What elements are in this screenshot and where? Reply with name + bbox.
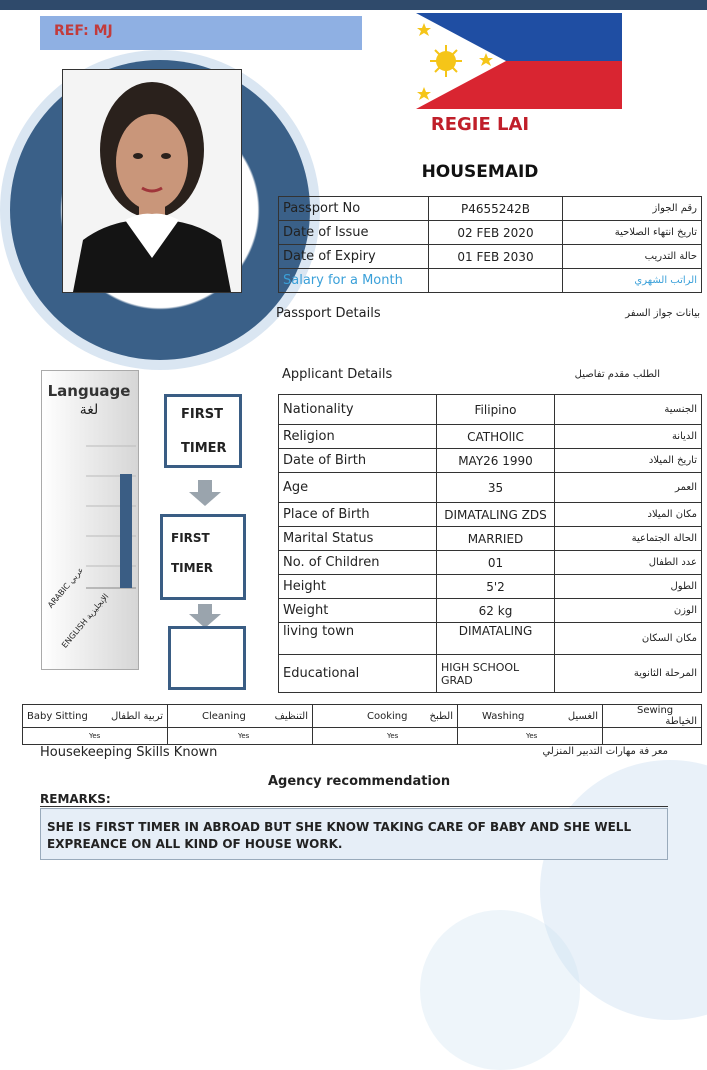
salary-arabic: الراتب الشهري <box>563 269 702 293</box>
applicant-name: REGIE LAI <box>430 114 530 135</box>
educational-arabic: المرحلة الثانوية <box>555 655 702 693</box>
date-of-issue-arabic: تاريخ انتهاء الصلاحية <box>563 221 702 245</box>
dob-value: MAY26 1990 <box>437 449 555 473</box>
table-row <box>279 197 702 221</box>
date-of-expiry-value: 01 FEB 2030 <box>429 245 563 269</box>
place-of-birth-label: Place of Birth <box>279 503 437 527</box>
salary-label: Salary for a Month <box>279 269 429 293</box>
age-value: 35 <box>437 473 555 503</box>
date-of-issue-label: Date of Issue <box>279 221 429 245</box>
passport-no-value: P4655242B <box>429 197 563 221</box>
experience-box-1 <box>164 394 242 468</box>
table-row <box>279 551 702 575</box>
applicant-table <box>278 394 702 693</box>
living-town-arabic: مكان السكان <box>555 623 702 655</box>
dob-label: Date of Birth <box>279 449 437 473</box>
table-row <box>279 623 702 655</box>
skill-value <box>603 728 702 745</box>
table-row <box>279 395 702 425</box>
skill-header <box>458 705 603 728</box>
skill-name-arabic: الغسيل <box>567 710 598 722</box>
arabic-language-label: ARABIC عربي <box>46 565 86 610</box>
educational-value: HIGH SCHOOL GRAD <box>437 655 555 693</box>
table-row <box>279 425 702 449</box>
table-row <box>279 655 702 693</box>
experience-line: FIRST <box>171 531 210 545</box>
table-row <box>279 221 702 245</box>
date-of-issue-value: 02 FEB 2020 <box>429 221 563 245</box>
skill-header <box>23 705 168 728</box>
nationality-arabic: الجنسية <box>555 395 702 425</box>
english-bar <box>120 474 132 588</box>
salary-value <box>429 269 563 293</box>
table-row <box>279 503 702 527</box>
skill-name-arabic: الطبخ <box>429 710 453 722</box>
english-language-label: ENGLISH الإنجليزية <box>60 592 111 650</box>
position-title: HOUSEMAID <box>421 162 539 182</box>
passport-details-arabic: بيانات جواز السفر <box>625 308 700 319</box>
passport-table <box>278 196 702 293</box>
arrow-stem <box>198 480 212 492</box>
weight-value: 62 kg <box>437 599 555 623</box>
experience-line: FIRST <box>181 407 223 422</box>
educational-label: Educational <box>279 655 437 693</box>
children-label: No. of Children <box>279 551 437 575</box>
decorative-circle <box>420 910 580 1070</box>
height-arabic: الطول <box>555 575 702 599</box>
height-value: 5'2 <box>437 575 555 599</box>
religion-label: Religion <box>279 425 437 449</box>
philippines-flag <box>416 13 622 109</box>
table-row <box>23 705 702 728</box>
skill-name: Sewing <box>637 705 674 716</box>
skill-name: Washing <box>482 710 525 722</box>
table-row <box>279 575 702 599</box>
weight-label: Weight <box>279 599 437 623</box>
applicant-photo <box>62 69 242 293</box>
experience-box-2 <box>160 514 246 600</box>
skill-name: Cooking <box>367 710 408 722</box>
applicant-details-label: Applicant Details <box>282 367 393 382</box>
marital-status-arabic: الحالة الجتماعية <box>555 527 702 551</box>
skill-name-arabic: تربية الطفال <box>110 710 163 722</box>
religion-arabic: الديانة <box>555 425 702 449</box>
skills-section-label: Housekeeping Skills Known <box>40 745 218 760</box>
passport-details-label: Passport Details <box>276 306 381 321</box>
skill-name-arabic: الخياطة <box>665 716 697 727</box>
reference-label: REF: MJ <box>40 16 362 50</box>
table-row <box>279 473 702 503</box>
top-bar <box>0 0 707 10</box>
experience-box-3 <box>168 626 246 690</box>
skills-table <box>22 704 702 745</box>
passport-no-label: Passport No <box>279 197 429 221</box>
marital-status-label: Marital Status <box>279 527 437 551</box>
language-title: Language <box>47 382 131 400</box>
skills-section-arabic: معر فة مهارات التدبير المنزلي <box>542 746 668 757</box>
skill-value: Yes <box>168 728 313 745</box>
table-row <box>279 527 702 551</box>
experience-line: TIMER <box>181 441 227 456</box>
passport-no-arabic: رقم الجواز <box>563 197 702 221</box>
children-value: 01 <box>437 551 555 575</box>
nationality-value: Filipino <box>437 395 555 425</box>
age-label: Age <box>279 473 437 503</box>
weight-arabic: الوزن <box>555 599 702 623</box>
table-row <box>23 728 702 745</box>
skill-name-arabic: التنظيف <box>274 710 308 722</box>
table-row <box>279 599 702 623</box>
skill-name: Baby Sitting <box>27 710 88 722</box>
children-arabic: عدد الطفال <box>555 551 702 575</box>
date-of-expiry-label: Date of Expiry <box>279 245 429 269</box>
remarks-box <box>40 808 668 860</box>
religion-value: CATHOlIC <box>437 425 555 449</box>
skill-header <box>603 705 702 728</box>
remarks-text: SHE IS FIRST TIMER IN ABROAD BUT SHE KNOW TAKING CARE OF BABY AND SHE WELL EXPREANCE ON ALL KIND OF HOUSE WORK. <box>47 820 632 851</box>
living-town-value: DIMATALING <box>437 623 555 655</box>
language-title-arabic: لغة <box>79 402 99 418</box>
skill-name: Cleaning <box>202 710 246 722</box>
skill-header <box>168 705 313 728</box>
place-of-birth-arabic: مكان الميلاد <box>555 503 702 527</box>
down-arrow-icon <box>189 492 221 506</box>
living-town-label: living town <box>279 623 437 655</box>
date-of-expiry-arabic: حالة التدريب <box>563 245 702 269</box>
table-row <box>279 449 702 473</box>
place-of-birth-value: DIMATALING ZDS <box>437 503 555 527</box>
table-row <box>279 245 702 269</box>
nationality-label: Nationality <box>279 395 437 425</box>
skill-value: Yes <box>313 728 458 745</box>
agency-recommendation-title: Agency recommendation <box>268 774 451 789</box>
dob-arabic: تاريخ الميلاد <box>555 449 702 473</box>
skill-value: Yes <box>23 728 168 745</box>
height-label: Height <box>279 575 437 599</box>
marital-status-value: MARRIED <box>437 527 555 551</box>
remarks-label: REMARKS: <box>40 792 668 807</box>
experience-line: TIMER <box>171 561 214 575</box>
skill-value: Yes <box>458 728 603 745</box>
applicant-details-arabic: الطلب مقدم تفاصيل <box>574 369 660 380</box>
age-arabic: العمر <box>555 473 702 503</box>
table-row <box>279 269 702 293</box>
skill-header <box>313 705 458 728</box>
